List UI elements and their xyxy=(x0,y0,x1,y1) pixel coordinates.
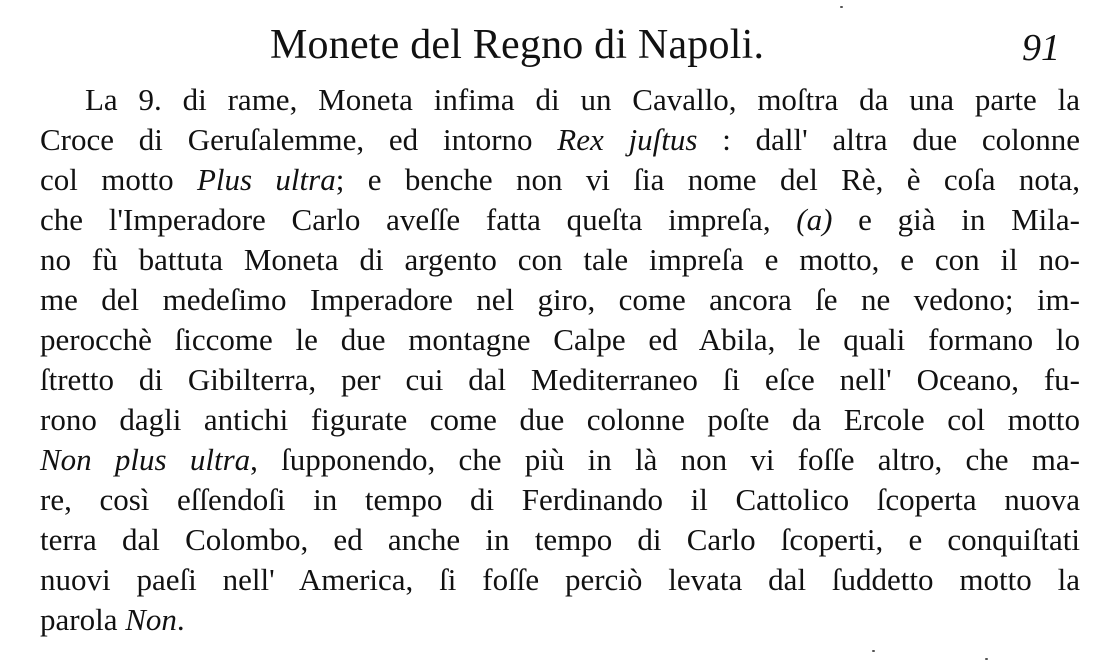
running-title: Monete del Regno di Napoli. xyxy=(270,22,765,68)
text-line-8: ſtretto di Gibilterra, per cui dal Mediterraneo ſi eſce nell' Oceano, fu- xyxy=(40,362,1080,397)
text-line-10: Non plus ultra, ſupponendo, che più in là non vi foſſe altro, che ma- xyxy=(40,442,1080,477)
text-line-6: me del medeſimo Imperadore nel giro, come ancora ſe ne vedono; im- xyxy=(40,282,1080,317)
paper-speck xyxy=(840,6,843,8)
italic-rex-justus: Rex juſtus xyxy=(557,122,698,157)
page-header xyxy=(0,20,1116,76)
italic-non: Non xyxy=(125,602,177,637)
text-line-12: terra dal Colombo, ed anche in tempo di Carlo ſcoperti, e conquiſtati xyxy=(40,522,1080,557)
paper-speck xyxy=(985,658,988,660)
footnote-marker: (a) xyxy=(796,202,833,237)
text-line-13: nuovi paeſi nell' America, ſi foſſe perciò levata dal ſuddetto motto la xyxy=(40,562,1080,597)
text-line-3: col motto Plus ultra; e benche non vi ſia nome del Rè, è coſa nota, xyxy=(40,162,1080,197)
text-line-14: parola Non. xyxy=(40,602,185,637)
text-line-11: re, così eſſendoſi in tempo di Ferdinando il Cattolico ſcoperta nuova xyxy=(40,482,1080,517)
text-line-4: che l'Imperadore Carlo aveſſe fatta queſta impreſa, (a) e già in Mila- xyxy=(40,202,1080,237)
italic-non-plus-ultra: Non plus ultra xyxy=(40,442,251,477)
page-number: 91 xyxy=(1022,27,1060,69)
paper-speck xyxy=(872,650,875,652)
text-line-2: Croce di Geruſalemme, ed intorno Rex juſtus : dall' altra due colonne xyxy=(40,122,1080,157)
text-line-5: no fù battuta Moneta di argento con tale impreſa e motto, e con il no- xyxy=(40,242,1080,277)
text-line-9: rono dagli antichi figurate come due colonne poſte da Ercole col motto xyxy=(40,402,1080,437)
italic-plus-ultra: Plus ultra xyxy=(196,162,336,197)
text-line-7: perocchè ſiccome le due montagne Calpe ed Abila, le quali formano lo xyxy=(40,322,1080,357)
text-line-1: La 9. di rame, Moneta infima di un Cavallo, moſtra da una parte la xyxy=(85,82,1080,117)
